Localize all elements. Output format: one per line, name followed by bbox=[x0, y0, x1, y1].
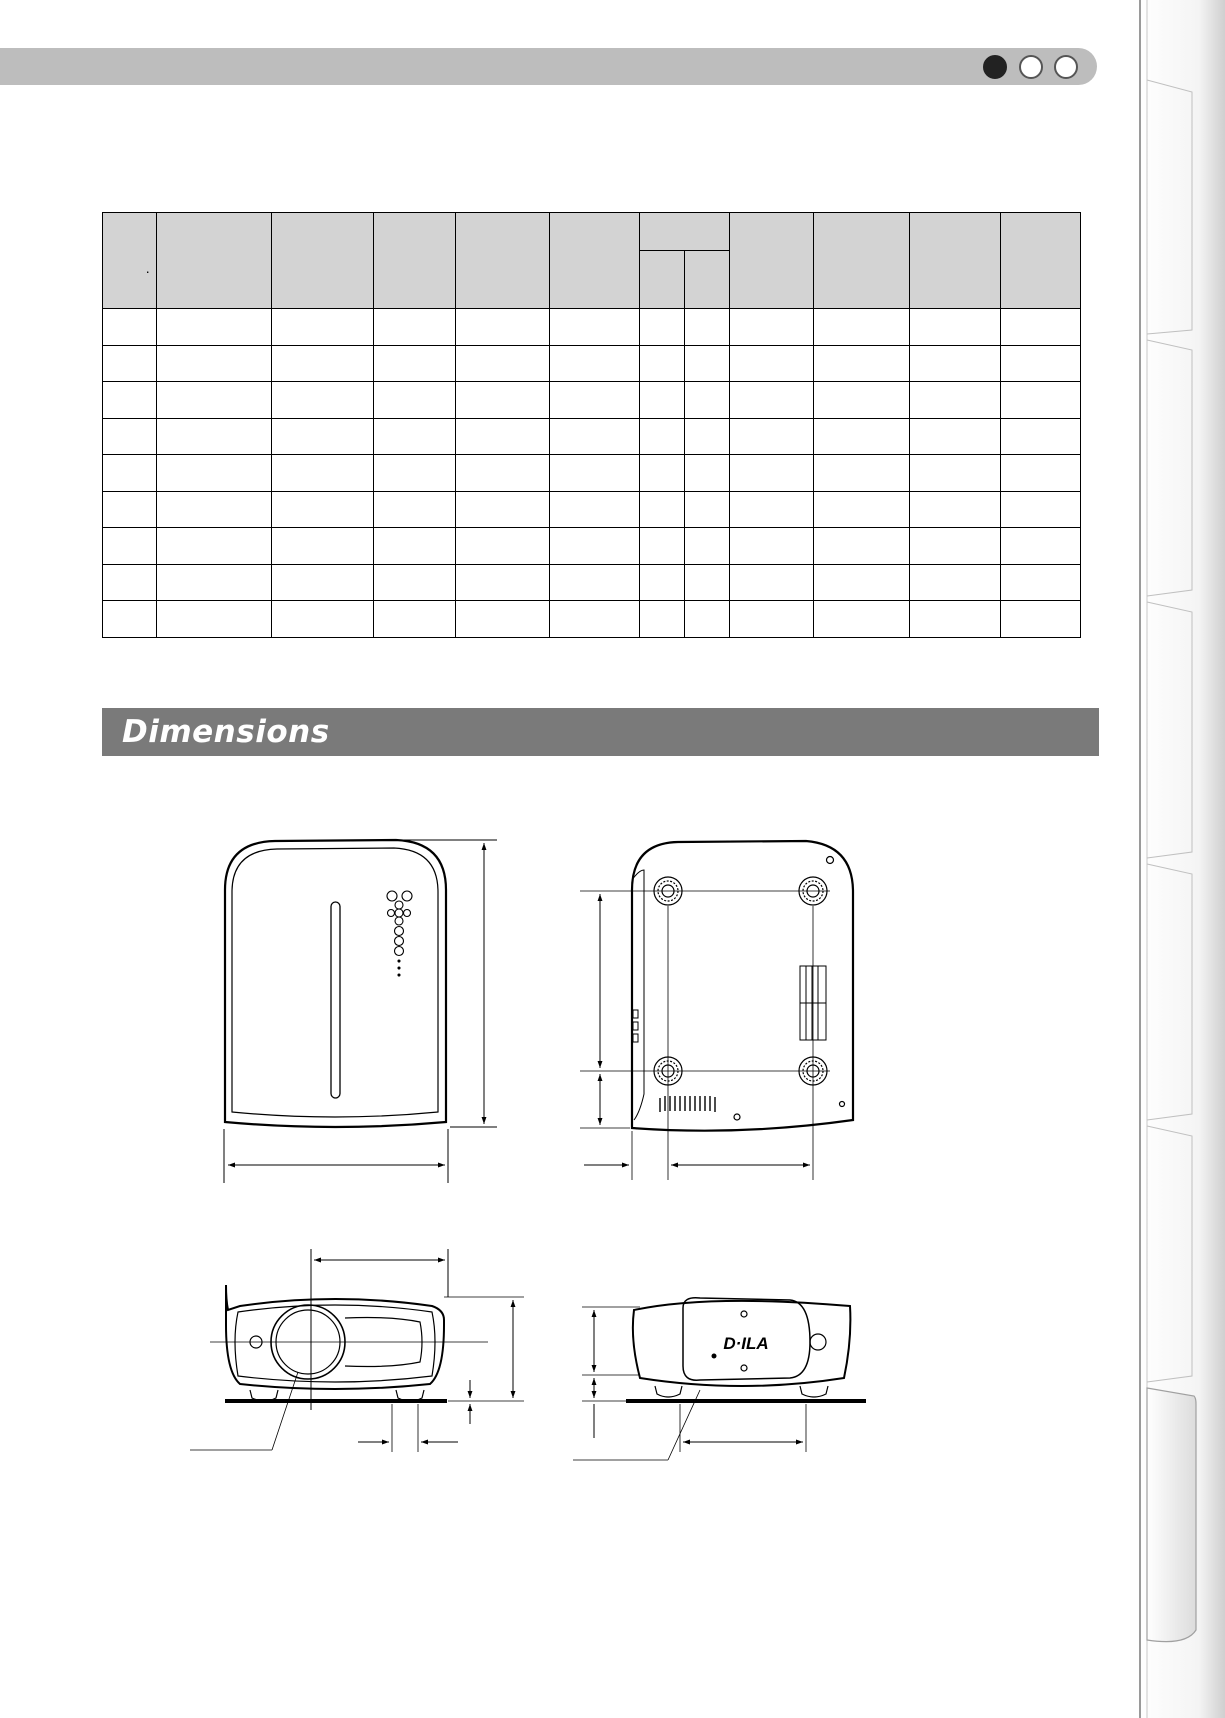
projector-rear-view bbox=[573, 1298, 866, 1460]
side-connectors bbox=[633, 1010, 638, 1042]
chapter-tab-active[interactable] bbox=[1147, 1388, 1196, 1642]
projector-bottom-view bbox=[580, 841, 853, 1180]
section-title: Dimensions bbox=[122, 714, 330, 750]
control-buttons bbox=[387, 891, 412, 976]
projector-front-view bbox=[190, 1249, 524, 1452]
header-cell-marker: · bbox=[103, 213, 157, 309]
chapter-tabs bbox=[1138, 0, 1225, 1718]
brand-logo-text: D·ILA bbox=[723, 1334, 769, 1353]
projector-top-view bbox=[224, 840, 497, 1183]
rear-logo bbox=[723, 1334, 768, 1353]
